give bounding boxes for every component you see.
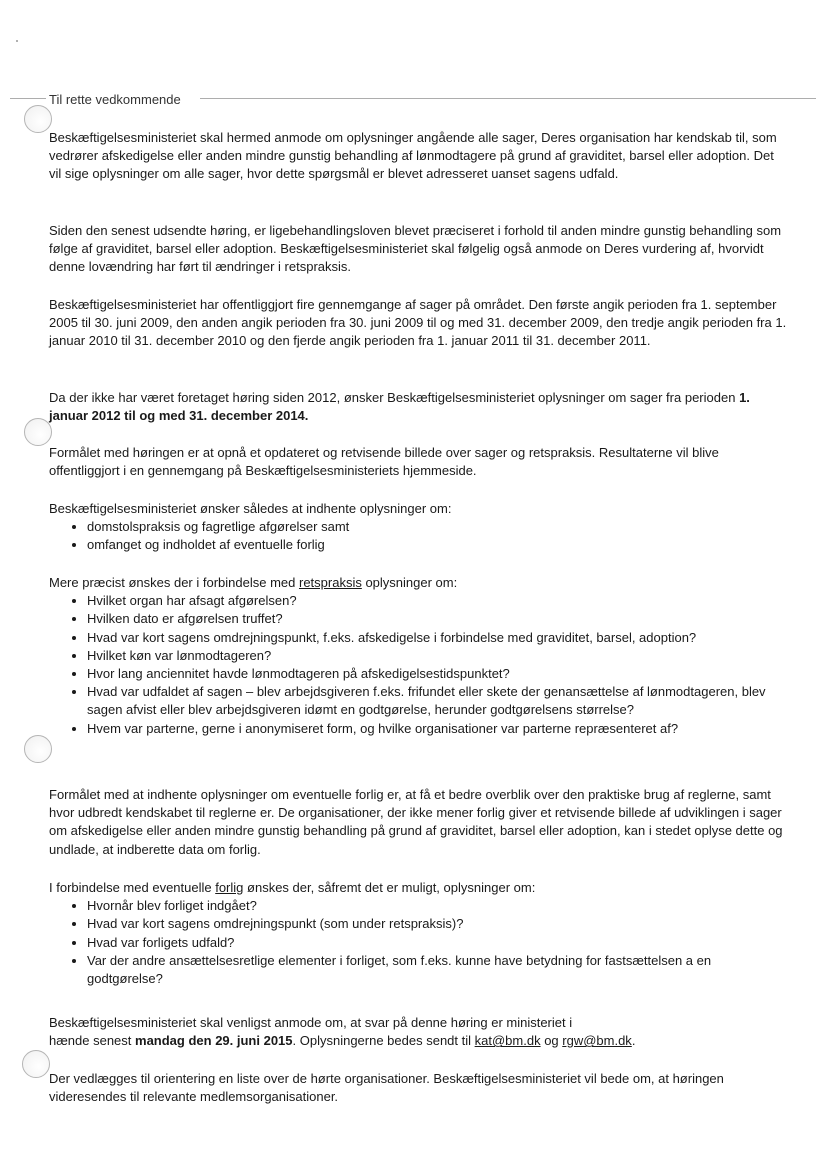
list-item: • Hvilket køn var lønmodtageren? bbox=[87, 647, 789, 665]
scan-speck bbox=[16, 40, 18, 42]
deadline-end: . bbox=[631, 1033, 636, 1049]
list-item: • domstolspraksis og fagretlige afgørelser samt bbox=[87, 518, 789, 536]
settlements-intro-end: ønskes der, såfremt det er muligt, oplysninger om: bbox=[243, 880, 536, 895]
paragraph-attachment: Der vedlægges til orientering en liste over de hørte organisationer. Beskæftigelsesministeriet vil bede om, at høringen videresendes til relevante medlemsorganisationer. bbox=[49, 1071, 724, 1105]
top-rule-left bbox=[10, 98, 46, 99]
deadline-send-to: . Oplysningerne bedes sendt til bbox=[292, 1033, 475, 1049]
settlements-intro bbox=[49, 879, 789, 897]
deadline-date: mandag den 29. juni 2015 bbox=[135, 1033, 293, 1049]
settlements-intro-text: I forbindelse med eventuelle bbox=[49, 880, 216, 895]
list-item: • Hvad var kort sagens omdrejningspunkt (som under retspraksis)? bbox=[87, 915, 789, 933]
paragraph-settlements-purpose: Formålet med at indhente oplysninger om eventuelle forlig er, at få et bedre overblik over den praktiske brug af reglerne, samt hvor udbredt kendskabet til reglerne er. De organisationer, der ikke mener forlig giver et retvisende billede af udviklingen i sager om afskedigelse eller anden mindre gunstig behandling på grund af graviditet, barsel eller adoption, kan i stedet oplyse dette og undlade, at indberette data om forlig. bbox=[49, 787, 783, 857]
settlements-list bbox=[49, 897, 789, 988]
email-link-rgw[interactable]: rgw@bm.dk bbox=[562, 1033, 632, 1049]
paragraph-period bbox=[49, 389, 789, 425]
settlements-term: forlig bbox=[215, 880, 244, 895]
period-dates: 1. januar 2012 til og med 31. december 2014. bbox=[49, 390, 750, 424]
list-item: • omfanget og indholdet af eventuelle forlig bbox=[87, 536, 789, 554]
section-case-law bbox=[49, 574, 789, 738]
punch-hole bbox=[24, 418, 52, 446]
case-law-intro-end: oplysninger om: bbox=[361, 575, 458, 590]
punch-hole bbox=[24, 105, 52, 133]
top-rule-right bbox=[200, 98, 816, 99]
case-law-intro-text: Mere præcist ønskes der i forbindelse med bbox=[49, 575, 299, 590]
list-item: • Hvornår blev forliget indgået? bbox=[87, 897, 789, 915]
list-item: • Var der andre ansættelsesretlige elementer i forliget, som f.eks. kunne have betydning for fastsættelsen a en godtgørelse? bbox=[87, 952, 789, 988]
salutation: Til rette vedkommende bbox=[49, 92, 181, 107]
list-item: • Hvilken dato er afgørelsen truffet? bbox=[87, 610, 789, 628]
section-settlements bbox=[49, 879, 789, 988]
deadline-line-1: Beskæftigelsesministeriet skal venligst anmode om, at svar på denne høring er ministeriet i bbox=[49, 1015, 573, 1030]
list-item: • Hvad var udfaldet af sagen – blev arbejdsgiveren f.eks. frifundet eller skete der genansættelse af lønmodtageren, blev sagen afvist eller blev arbejdsgiveren idømt en godtgørelse, herunder godtgørelsens størrelse? bbox=[87, 683, 789, 719]
period-text: Da der ikke har været foretaget høring siden 2012, ønsker Beskæftigelsesministeriet oplysninger om sager fra perioden bbox=[49, 390, 740, 405]
case-law-intro bbox=[49, 574, 789, 592]
list-item: • Hvad var forligets udfald? bbox=[87, 934, 789, 952]
paragraph-request: Beskæftigelsesministeriet skal hermed anmode om oplysninger angående alle sager, Deres organisation har kendskab til, som vedrører afskedigelse eller anden mindre gunstig behandling af lønmodtagere på grund af graviditet, barsel eller adoption. Det vil sige oplysninger om alle sager, hvor dette spørgsmål er blevet adresseret uanset sagens udfald. bbox=[49, 130, 777, 182]
deadline-and: og bbox=[540, 1033, 563, 1049]
list-item: • Hvem var parterne, gerne i anonymiseret form, og hvilke organisationer var parterne repræsenteret af? bbox=[87, 720, 789, 738]
info-list bbox=[49, 518, 789, 554]
punch-hole bbox=[24, 735, 52, 763]
list-item: • Hvad var kort sagens omdrejningspunkt, f.eks. afskedigelse i forbindelse med graviditet, barsel, adoption? bbox=[87, 629, 789, 647]
paragraph-previous-reviews: Beskæftigelsesministeriet har offentliggjort fire gennemgange af sager på området. Den første angik perioden fra 1. september 2005 til 30. juni 2009, den anden angik perioden fra 30. juni 2009 til og med 31. december 2009, den tredje angik perioden fra 1. januar 2010 til 31. december 2010 og den fjerde angik perioden fra 1. januar 2011 til 31. december 2011. bbox=[49, 297, 787, 349]
deadline-line-2 bbox=[49, 1032, 789, 1050]
info-intro: Beskæftigelsesministeriet ønsker således at indhente oplysninger om: bbox=[49, 501, 452, 516]
email-link-kat[interactable]: kat@bm.dk bbox=[474, 1033, 541, 1049]
deadline-text: hænde senest bbox=[49, 1033, 136, 1049]
paragraph-law-change: Siden den senest udsendte høring, er ligebehandlingsloven blevet præciseret i forhold til anden mindre gunstig behandling som følge af graviditet, barsel eller adoption. Beskæftigelsesministeriet skal følgelig også anmode on Deres vurdering af, hvorvidt denne lovændring har ført til ændringer i retspraksis. bbox=[49, 223, 782, 275]
paragraph-deadline bbox=[49, 1014, 789, 1050]
case-law-list bbox=[49, 592, 789, 738]
case-law-term: retspraksis bbox=[298, 575, 362, 590]
list-item: • Hvor lang anciennitet havde lønmodtageren på afskedigelsestidspunktet? bbox=[87, 665, 789, 683]
section-info-wanted bbox=[49, 500, 789, 555]
punch-hole bbox=[22, 1050, 50, 1078]
list-item: • Hvilket organ har afsagt afgørelsen? bbox=[87, 592, 789, 610]
paragraph-purpose: Formålet med høringen er at opnå et opdateret og retvisende billede over sager og retspraksis. Resultaterne vil blive offentliggjort i en gennemgang på Beskæftigelsesministeriets hjemmeside. bbox=[49, 445, 719, 479]
